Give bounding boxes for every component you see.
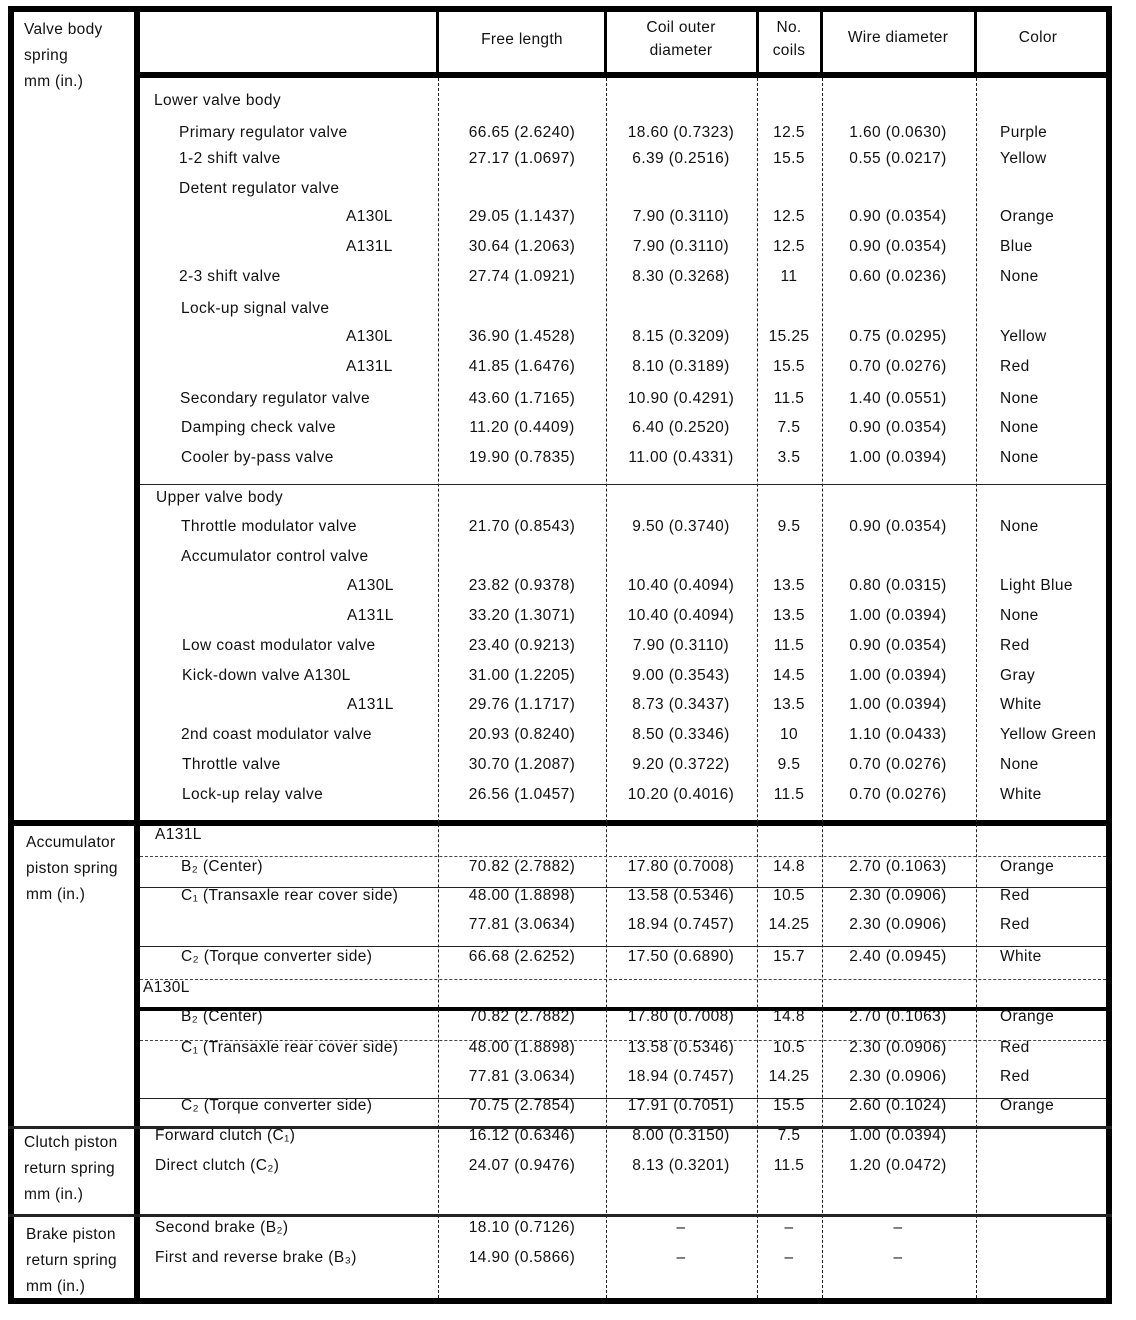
cell-free: 19.90 (0.7835) xyxy=(468,449,576,466)
row-label: 2nd coast modulator valve xyxy=(181,726,372,743)
row-label: A130L xyxy=(346,328,393,345)
cell-coils: 13.5 xyxy=(773,607,805,624)
cell-coil: 10.40 (0.4094) xyxy=(627,607,735,624)
col-sep-4 xyxy=(822,78,823,1298)
cell-coil: 10.20 (0.4016) xyxy=(627,786,735,803)
cat-line: mm (in.) xyxy=(24,73,84,90)
row-sep xyxy=(140,979,1106,980)
cell-coil: 8.30 (0.3268) xyxy=(632,268,730,285)
cell-coil: 11.00 (0.4331) xyxy=(628,449,734,466)
cell-wire: 0.90 (0.0354) xyxy=(849,419,947,436)
cell-coils: 10.5 xyxy=(773,887,805,904)
row-label: A131L xyxy=(347,607,394,624)
cell-color: Yellow Green xyxy=(1000,726,1097,743)
cell-coils: 14.25 xyxy=(768,916,810,933)
cell-wire: 1.00 (0.0394) xyxy=(849,607,947,624)
cell-free: 77.81 (3.0634) xyxy=(468,1068,576,1085)
header-no-coils xyxy=(758,16,820,62)
cell-coils: 13.5 xyxy=(773,577,805,594)
row-label: C₂ (Torque converter side) xyxy=(181,1097,373,1114)
cell-color: White xyxy=(1000,948,1042,965)
cell-coil: 10.40 (0.4094) xyxy=(627,577,735,594)
cell-color: Red xyxy=(1000,358,1030,375)
category-valve-body xyxy=(24,17,136,95)
row-label: 2-3 shift valve xyxy=(179,268,281,285)
row-label: Kick-down valve A130L xyxy=(182,667,351,684)
cell-color: None xyxy=(1000,390,1039,407)
cell-wire: 2.70 (0.1063) xyxy=(849,858,947,875)
row-label: Secondary regulator valve xyxy=(180,390,371,407)
cell-free: 70.82 (2.7882) xyxy=(468,1008,576,1025)
cell-coils: 11.5 xyxy=(773,1157,805,1174)
cell-wire: 0.90 (0.0354) xyxy=(849,637,947,654)
cell-free: 20.93 (0.8240) xyxy=(468,726,576,743)
cell-free: 66.68 (2.6252) xyxy=(468,948,576,965)
row-label: B₂ (Center) xyxy=(181,858,263,875)
cell-free: 16.12 (0.6346) xyxy=(468,1127,576,1144)
cell-coil: 7.90 (0.3110) xyxy=(632,208,730,225)
cell-coils: 9.5 xyxy=(777,756,801,773)
cat-line: piston spring xyxy=(26,860,118,877)
cell-wire: 0.70 (0.0276) xyxy=(849,358,947,375)
cat-line: mm (in.) xyxy=(26,886,86,903)
row-label: C₂ (Torque converter side) xyxy=(181,948,373,965)
cell-color: White xyxy=(1000,696,1042,713)
cell-wire: 0.90 (0.0354) xyxy=(849,518,947,535)
cell-color: None xyxy=(1000,449,1039,466)
cell-coils: 14.8 xyxy=(773,858,805,875)
cell-coil: 8.50 (0.3346) xyxy=(632,726,730,743)
cell-wire: 0.90 (0.0354) xyxy=(849,238,947,255)
cell-coil: 8.10 (0.3189) xyxy=(632,358,730,375)
cell-color: Red xyxy=(1000,637,1030,654)
row-label: Lock-up relay valve xyxy=(182,786,324,803)
cell-coils: 15.7 xyxy=(773,948,805,965)
cell-coil: 8.73 (0.3437) xyxy=(632,696,730,713)
cell-free: 24.07 (0.9476) xyxy=(468,1157,576,1174)
cat-line: return spring xyxy=(24,1160,115,1177)
cell-wire: 1.10 (0.0433) xyxy=(849,726,947,743)
cell-free: 36.90 (1.4528) xyxy=(468,328,576,345)
cell-free: 27.17 (1.0697) xyxy=(468,150,576,167)
cell-coil: 8.00 (0.3150) xyxy=(632,1127,730,1144)
cell-free: 77.81 (3.0634) xyxy=(468,916,576,933)
row-label: A131L xyxy=(346,238,393,255)
cell-coils: 7.5 xyxy=(777,419,801,436)
cat-line: spring xyxy=(24,47,69,64)
row-label: B₂ (Center) xyxy=(181,1008,263,1025)
cell-free: 70.75 (2.7854) xyxy=(468,1097,576,1114)
cell-coil: 9.20 (0.3722) xyxy=(632,756,730,773)
header-color xyxy=(976,26,1100,49)
row-sep xyxy=(140,856,1106,857)
cell-color: None xyxy=(1000,607,1039,624)
cell-free: 18.10 (0.7126) xyxy=(468,1219,576,1236)
cell-free: 48.00 (1.8898) xyxy=(468,1039,576,1056)
header-free-length xyxy=(440,28,604,51)
cell-free: 29.76 (1.1717) xyxy=(468,696,576,713)
row-label: Lock-up signal valve xyxy=(181,300,330,317)
cell-color: Purple xyxy=(1000,124,1048,141)
cell-wire: – xyxy=(893,1219,903,1236)
cell-wire: 1.00 (0.0394) xyxy=(849,667,947,684)
row-label: Primary regulator valve xyxy=(179,124,348,141)
cell-coils: 14.25 xyxy=(768,1068,810,1085)
category-brake xyxy=(26,1222,136,1300)
row-label: Throttle valve xyxy=(182,756,281,773)
hdr-sep-5 xyxy=(974,6,977,76)
cell-color: Red xyxy=(1000,887,1030,904)
hdr-sep-4 xyxy=(820,6,823,76)
cell-coil: 17.91 (0.7051) xyxy=(627,1097,735,1114)
cat-line: mm (in.) xyxy=(24,1186,84,1203)
cell-coils: 15.5 xyxy=(773,1097,805,1114)
cell-coils: 12.5 xyxy=(773,238,805,255)
cat-line: Clutch piston xyxy=(24,1134,118,1151)
row-label: Low coast modulator valve xyxy=(182,637,376,654)
cell-coil: 9.50 (0.3740) xyxy=(632,518,730,535)
cell-coils: 7.5 xyxy=(777,1127,801,1144)
cell-wire: 2.30 (0.0906) xyxy=(849,887,947,904)
row-label: Forward clutch (C₁) xyxy=(155,1127,296,1144)
cell-free: 66.65 (2.6240) xyxy=(468,124,576,141)
header-coils-line1: No. xyxy=(776,19,802,36)
category-accumulator xyxy=(26,830,136,908)
cell-wire: – xyxy=(893,1249,903,1266)
cell-coil: 6.39 (0.2516) xyxy=(632,150,730,167)
cell-wire: 2.60 (0.1024) xyxy=(849,1097,947,1114)
cell-coil: 10.90 (0.4291) xyxy=(627,390,735,407)
header-coil-line2: diameter xyxy=(649,42,713,59)
cell-coils: 11.5 xyxy=(773,390,805,407)
row-label: C₁ (Transaxle rear cover side) xyxy=(181,887,399,904)
cell-color: Light Blue xyxy=(1000,577,1073,594)
cat-line: return spring xyxy=(26,1252,117,1269)
cell-coils: 13.5 xyxy=(773,696,805,713)
col-sep-3 xyxy=(757,78,758,1298)
cell-free: 14.90 (0.5866) xyxy=(468,1249,576,1266)
col-sep-1 xyxy=(438,78,439,1298)
cell-coil: 8.15 (0.3209) xyxy=(632,328,730,345)
cell-wire: 0.70 (0.0276) xyxy=(849,756,947,773)
cell-coil: 17.50 (0.6890) xyxy=(627,948,735,965)
cell-wire: 1.40 (0.0551) xyxy=(849,390,947,407)
row-label: Damping check valve xyxy=(181,419,336,436)
row-label: A131L xyxy=(347,696,394,713)
cell-color: Orange xyxy=(1000,1008,1055,1025)
row-label: A130L xyxy=(346,208,393,225)
cell-coil: 6.40 (0.2520) xyxy=(632,419,730,436)
cell-free: 11.20 (0.4409) xyxy=(469,419,575,436)
cell-color: Gray xyxy=(1000,667,1036,684)
cell-coil: 9.00 (0.3543) xyxy=(632,667,730,684)
cell-color: Blue xyxy=(1000,238,1033,255)
cell-color: White xyxy=(1000,786,1042,803)
hdr-sep-3 xyxy=(756,6,759,76)
row-label: Detent regulator valve xyxy=(179,180,340,197)
cell-wire: 1.00 (0.0394) xyxy=(849,1127,947,1144)
row-label: A130L xyxy=(143,979,190,996)
cell-color: Red xyxy=(1000,916,1030,933)
cell-coil: 13.58 (0.5346) xyxy=(627,887,735,904)
cell-coils: 12.5 xyxy=(773,124,805,141)
cell-free: 41.85 (1.6476) xyxy=(468,358,576,375)
cell-free: 26.56 (1.0457) xyxy=(468,786,576,803)
cell-coils: 15.5 xyxy=(773,150,805,167)
cell-coils: 11.5 xyxy=(773,637,805,654)
cell-coils: 12.5 xyxy=(773,208,805,225)
row-label: C₁ (Transaxle rear cover side) xyxy=(181,1039,399,1056)
row-label: 1-2 shift valve xyxy=(179,150,281,167)
cell-wire: 0.80 (0.0315) xyxy=(849,577,947,594)
header-wire-text: Wire diameter xyxy=(847,29,949,46)
cell-coil: 8.13 (0.3201) xyxy=(632,1157,730,1174)
cell-free: 30.64 (1.2063) xyxy=(468,238,576,255)
cell-free: 33.20 (1.3071) xyxy=(468,607,576,624)
cell-free: 48.00 (1.8898) xyxy=(468,887,576,904)
cell-coil: 17.80 (0.7008) xyxy=(627,1008,735,1025)
cell-coils: 11.5 xyxy=(773,786,805,803)
cell-color: Orange xyxy=(1000,858,1055,875)
cell-coil: – xyxy=(676,1219,686,1236)
cell-coil: – xyxy=(676,1249,686,1266)
cell-coils: – xyxy=(784,1249,794,1266)
cell-wire: 2.70 (0.1063) xyxy=(849,1008,947,1025)
cell-coils: 10 xyxy=(779,726,799,743)
divider-category-column xyxy=(134,6,140,1304)
row-label: Direct clutch (C₂) xyxy=(155,1157,280,1174)
cell-free: 23.40 (0.9213) xyxy=(468,637,576,654)
cell-free: 29.05 (1.1437) xyxy=(468,208,576,225)
cell-free: 43.60 (1.7165) xyxy=(468,390,576,407)
cell-wire: 0.90 (0.0354) xyxy=(849,208,947,225)
cell-coils: – xyxy=(784,1219,794,1236)
row-label: A131L xyxy=(346,358,393,375)
cell-color: Red xyxy=(1000,1068,1030,1085)
cell-free: 31.00 (1.2205) xyxy=(468,667,576,684)
cell-coils: 10.5 xyxy=(773,1039,805,1056)
cell-wire: 0.75 (0.0295) xyxy=(849,328,947,345)
row-label: First and reverse brake (B₃) xyxy=(155,1249,357,1266)
hdr-sep-1 xyxy=(436,6,439,76)
cell-free: 27.74 (1.0921) xyxy=(468,268,576,285)
cell-wire: 1.20 (0.0472) xyxy=(849,1157,947,1174)
cell-wire: 2.40 (0.0945) xyxy=(849,948,947,965)
cell-free: 21.70 (0.8543) xyxy=(468,518,576,535)
cat-line: Valve body xyxy=(24,21,103,38)
cell-coils: 11 xyxy=(780,268,798,285)
cell-coils: 14.8 xyxy=(773,1008,805,1025)
cell-coil: 13.58 (0.5346) xyxy=(627,1039,735,1056)
cell-color: Red xyxy=(1000,1039,1030,1056)
header-color-text: Color xyxy=(1018,29,1058,46)
header-coil-outer-diameter xyxy=(606,16,756,62)
header-coil-line1: Coil outer xyxy=(646,19,716,36)
cell-wire: 0.70 (0.0276) xyxy=(849,786,947,803)
cell-coil: 18.60 (0.7323) xyxy=(627,124,735,141)
divider-header-bottom xyxy=(134,72,1112,78)
cell-color: None xyxy=(1000,268,1039,285)
cell-color: Yellow xyxy=(1000,328,1047,345)
row-label: Accumulator control valve xyxy=(181,548,369,565)
cell-coils: 3.5 xyxy=(777,449,801,466)
cell-color: None xyxy=(1000,518,1039,535)
cell-color: Yellow xyxy=(1000,150,1047,167)
cat-line: mm (in.) xyxy=(26,1278,86,1295)
row-label: Throttle modulator valve xyxy=(181,518,357,535)
cell-coil: 18.94 (0.7457) xyxy=(627,1068,735,1085)
row-label: Upper valve body xyxy=(156,489,284,506)
header-free-length-text: Free length xyxy=(481,31,563,48)
header-coils-line2: coils xyxy=(772,42,806,59)
cell-free: 23.82 (0.9378) xyxy=(468,577,576,594)
cell-coil: 7.90 (0.3110) xyxy=(632,637,730,654)
cell-wire: 2.30 (0.0906) xyxy=(849,1068,947,1085)
row-label: Cooler by-pass valve xyxy=(181,449,334,466)
cell-wire: 0.60 (0.0236) xyxy=(849,268,947,285)
cell-color: Orange xyxy=(1000,208,1055,225)
cell-wire: 2.30 (0.0906) xyxy=(849,1039,947,1056)
cell-free: 70.82 (2.7882) xyxy=(468,858,576,875)
cell-color: Orange xyxy=(1000,1097,1055,1114)
cell-coils: 15.25 xyxy=(768,328,810,345)
cat-line: Brake piston xyxy=(26,1226,116,1243)
divider-brake-top xyxy=(8,1214,1112,1217)
cell-coils: 14.5 xyxy=(773,667,805,684)
col-sep-2 xyxy=(606,78,607,1298)
header-wire-diameter xyxy=(822,26,974,49)
divider-upper-valve-body xyxy=(140,484,1106,485)
row-label: A131L xyxy=(155,826,202,843)
row-sep xyxy=(140,946,1106,947)
cell-color: None xyxy=(1000,419,1039,436)
category-clutch xyxy=(24,1130,136,1208)
row-label: Second brake (B₂) xyxy=(155,1219,289,1236)
cell-wire: 1.00 (0.0394) xyxy=(849,696,947,713)
cell-wire: 0.55 (0.0217) xyxy=(849,150,947,167)
cell-free: 30.70 (1.2087) xyxy=(468,756,576,773)
cell-coils: 15.5 xyxy=(773,358,805,375)
cell-coil: 18.94 (0.7457) xyxy=(627,916,735,933)
cell-coils: 9.5 xyxy=(777,518,801,535)
cell-wire: 2.30 (0.0906) xyxy=(849,916,947,933)
cat-line: Accumulator xyxy=(26,834,116,851)
cell-wire: 1.00 (0.0394) xyxy=(849,449,947,466)
row-label: A130L xyxy=(347,577,394,594)
col-sep-5 xyxy=(976,78,977,1298)
cell-coil: 17.80 (0.7008) xyxy=(627,858,735,875)
cell-color: None xyxy=(1000,756,1039,773)
hdr-sep-2 xyxy=(604,6,607,76)
cell-wire: 1.60 (0.0630) xyxy=(849,124,947,141)
row-label: Lower valve body xyxy=(154,92,282,109)
cell-coil: 7.90 (0.3110) xyxy=(632,238,730,255)
